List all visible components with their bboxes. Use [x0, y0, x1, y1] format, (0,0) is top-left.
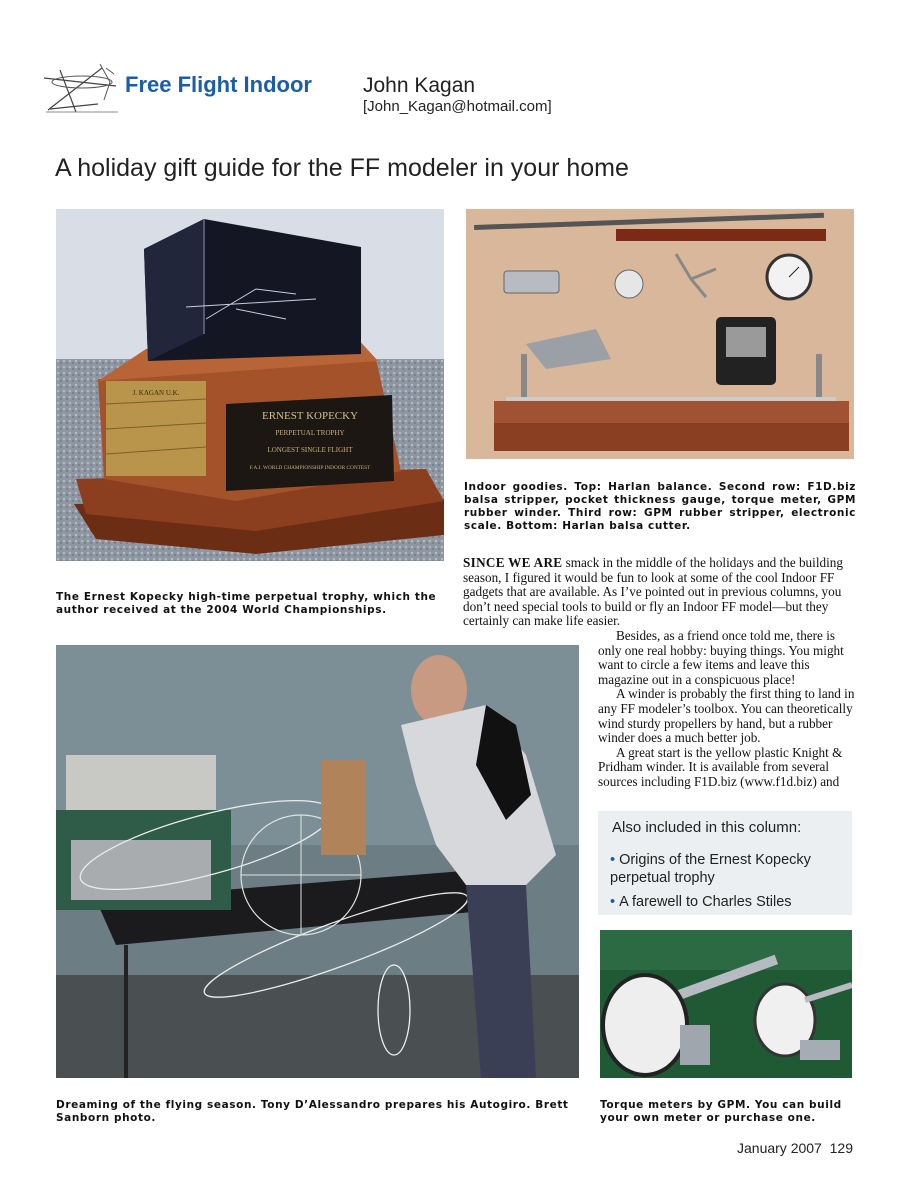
article-headline: A holiday gift guide for the FF modeler in your home: [55, 154, 629, 182]
also-included-title: Also included in this column:: [612, 819, 802, 836]
also-included-item: • Origins of the Ernest Kopecky perpetual trophy: [610, 852, 811, 886]
also-included-box: [598, 811, 852, 915]
body-paragraph-4: A great start is the yellow plastic Knight & Pridham winder. It is available from several sources including F1D.biz (www.f1d.biz) and: [598, 744, 843, 789]
trophy-plaque-line4: F.A.I. WORLD CHAMPIONSHIP INDOOR CONTEST: [249, 465, 371, 471]
trophy-plaque-line2: PERPETUAL TROPHY: [275, 429, 345, 437]
goodies-caption: Indoor goodies. Top: Harlan balance. Second row: F1D.biz balsa stripper, pocket thickness gauge, torque meter, GPM rubber winder. Third row: GPM rubber stripper, electronic scale. Bottom: Harlan balsa cutter.: [464, 481, 856, 532]
trophy-caption: The Ernest Kopecky high-time perpetual trophy, which the author received at the 2004 World Championships.: [56, 591, 437, 616]
trophy-side-plate: J. KAGAN U.K.: [132, 389, 180, 397]
indoor-goodies-photo: [466, 209, 854, 459]
body-paragraph-3: A winder is probably the first thing to land in any FF modeler’s toolbox. You can theoretically wind sturdy propellers by hand, but a rubber winder does a much better job.: [598, 686, 855, 746]
also-included-item: • A farewell to Charles Stiles: [610, 894, 792, 910]
airplane-logo-icon: [40, 60, 122, 116]
page-footer: [737, 1140, 853, 1156]
body-column-right: [598, 629, 860, 790]
author-email: [John_Kagan@hotmail.com]: [363, 98, 552, 115]
body-lead-in: SINCE WE ARE: [463, 555, 563, 570]
trophy-plaque-line3: LONGEST SINGLE FLIGHT: [267, 446, 353, 454]
autogiro-caption: Dreaming of the flying season. Tony D’Alessandro prepares his Autogiro. Brett Sanborn photo.: [56, 1099, 569, 1124]
trophy-plaque-name: ERNEST KOPECKY: [261, 410, 359, 422]
torque-meter-photo: [600, 930, 852, 1078]
bullet-icon: •: [610, 852, 616, 868]
author-name: John Kagan: [363, 74, 476, 97]
body-paragraph-1: [463, 556, 857, 629]
autogiro-photo: [56, 645, 579, 1078]
body-paragraph-1-text: smack in the middle of the holidays and the building season, I figured it would be fun to look at some of the cool Indoor FF gadgets that are available. As I’ve pointed out in previous columns, you don’t need special tools to build or fly an Indoor FF model—but they certainly can make life easier.: [463, 555, 843, 629]
bullet-icon: •: [610, 894, 616, 910]
section-title: Free Flight Indoor: [125, 72, 312, 97]
trophy-photo: [56, 209, 444, 561]
page-number: 129: [829, 1140, 853, 1156]
issue-date: January 2007: [737, 1140, 822, 1156]
body-paragraph-2: Besides, as a friend once told me, there is only one real hobby: buying things. You might want to circle a few items and leave this magazine out in a conspicuous place!: [598, 628, 844, 687]
torque-caption: Torque meters by GPM. You can build your own meter or purchase one.: [600, 1099, 842, 1124]
